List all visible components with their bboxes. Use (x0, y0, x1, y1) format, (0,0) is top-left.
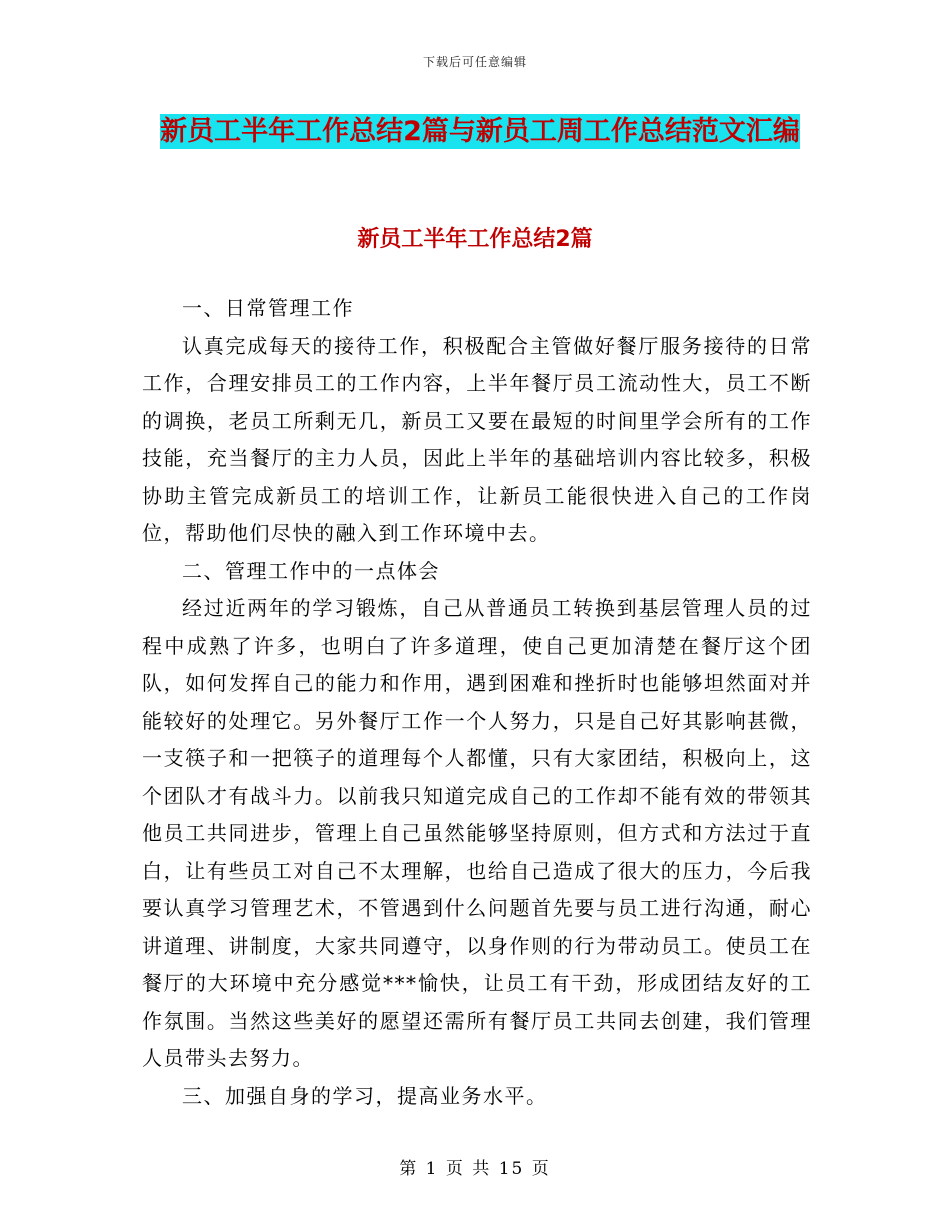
document-title (150, 108, 810, 156)
page-footer: 第 1 页 共 15 页 (399, 1159, 551, 1179)
paragraph-management-experience: 经过近两年的学习锻炼，自己从普通员工转换到基层管理人员的过程中成熟了许多，也明白了许多道理，使自己更加清楚在餐厅这个团队，如何发挥自己的能力和作用，遇到困难和挫折时也能够坦然面对并能较好的处理它。另外餐厅工作一个人努力，只是自己好其影响甚微，一支筷子和一把筷子的道理每个人都懂，只有大家团结，积极向上，这个团队才有战斗力。以前我只知道完成自己的工作却不能有效的带领其他员工共同进步，管理上自己虽然能够坚持原则，但方式和方法过于直白，让有些员工对自己不太理解，也给自己造成了很大的压力，今后我要认真学习管理艺术，不管遇到什么问题首先要与员工进行沟通，耐心讲道理、讲制度，大家共同遵守，以身作则的行为带动员工。使员工在餐厅的大环境中充分感觉***愉快，让员工有干劲，形成团结友好的工作氛围。当然这些美好的愿望还需所有餐厅员工共同去创建，我们管理人员带头去努力。 (142, 596, 812, 1070)
section-title: 新员工半年工作总结2篇 (357, 227, 593, 252)
heading-daily-management: 一、日常管理工作 (182, 296, 354, 320)
document-title-text: 新员工半年工作总结2篇与新员工周工作总结范文汇编 (160, 116, 800, 147)
document-body (142, 290, 812, 1115)
heading-management-experience: 二、管理工作中的一点体会 (182, 558, 440, 583)
heading-self-learning: 三、加强自身的学习，提高业务水平。 (182, 1083, 548, 1108)
paragraph-daily-management: 认真完成每天的接待工作，积极配合主管做好餐厅服务接待的日常工作，合理安排员工的工作内容，上半年餐厅员工流动性大，员工不断的调换，老员工所剩无几，新员工又要在最短的时间里学会所有的工作技能，充当餐厅的主力人员，因此上半年的基础培训内容比较多，积极协助主管完成新员工的培训工作，让新员工能很快进入自己的工作岗位，帮助他们尽快的融入到工作环境中去。 (142, 333, 812, 545)
header-note: 下载后可任意编辑 (422, 55, 527, 69)
